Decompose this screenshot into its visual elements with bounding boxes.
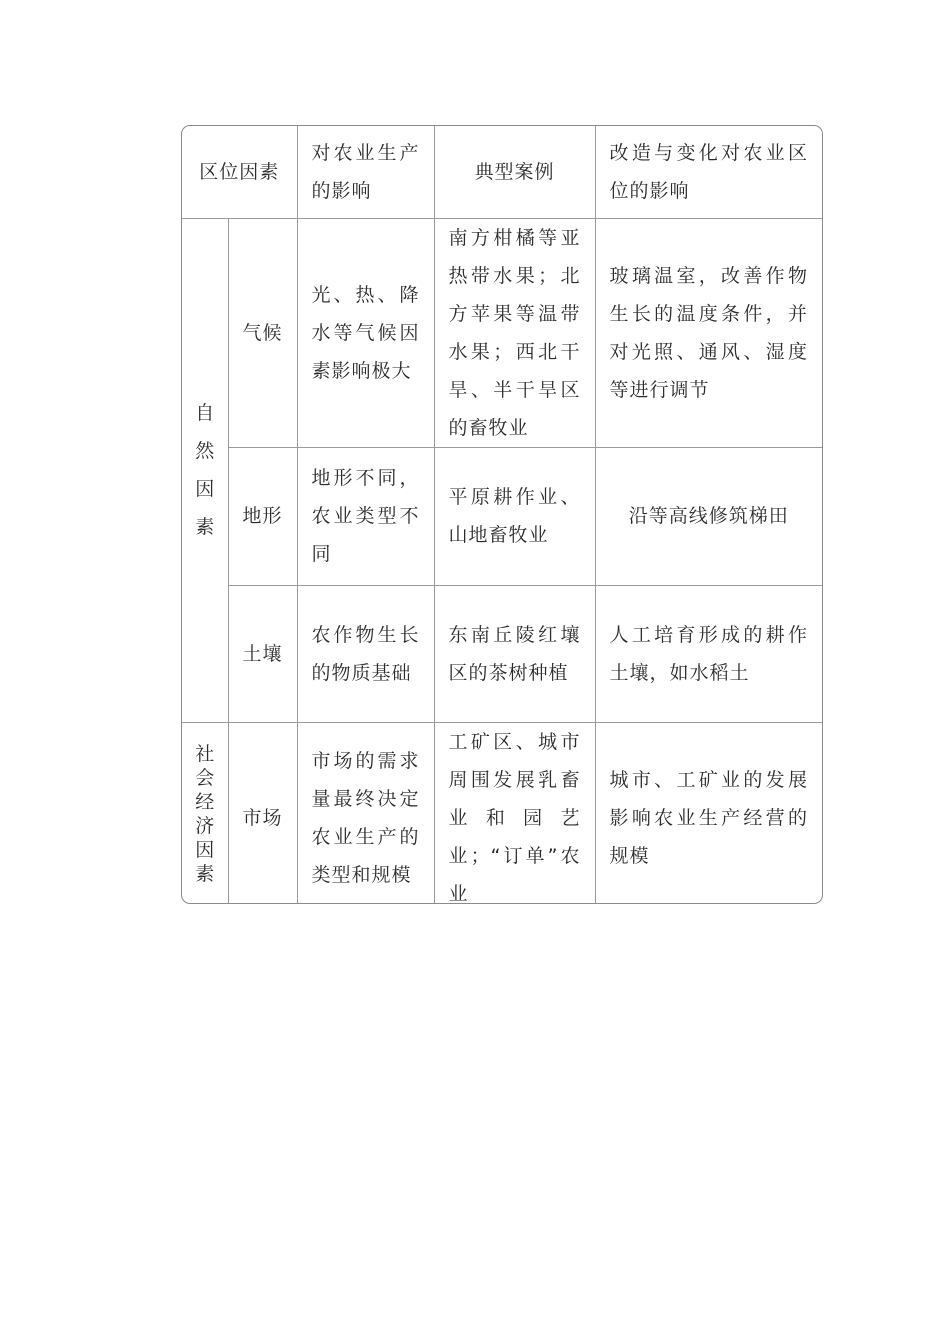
row-impact: 市场的需求量最终决定农业生产的类型和规模	[297, 722, 434, 904]
header-factor: 区位因素	[182, 126, 297, 218]
row-reform: 沿等高线修筑梯田	[595, 447, 822, 585]
row-reform: 人工培育形成的耕作土壤，如水稻土	[595, 585, 822, 722]
row-case: 平原耕作业、山地畜牧业	[434, 447, 595, 585]
row-factor: 土壤	[228, 585, 297, 722]
table-row	[182, 218, 822, 447]
row-impact: 地形不同，农业类型不同	[297, 447, 434, 585]
header-reform: 改造与变化对农业区位的影响	[595, 126, 822, 218]
factor-table	[181, 125, 823, 904]
table-row	[182, 585, 822, 722]
row-case: 工矿区、城市周围发展乳畜业和园艺业；“订单”农业	[434, 722, 595, 904]
row-factor: 地形	[228, 447, 297, 585]
row-reform: 城市、工矿业的发展影响农业生产经营的规模	[595, 722, 822, 904]
header-row	[182, 126, 822, 218]
row-factor: 气候	[228, 218, 297, 447]
header-case: 典型案例	[434, 126, 595, 218]
row-impact: 光、热、降水等气候因素影响极大	[297, 218, 434, 447]
table-row	[182, 447, 822, 585]
row-case: 东南丘陵红壤区的茶树种植	[434, 585, 595, 722]
table-row	[182, 722, 822, 904]
row-impact: 农作物生长的物质基础	[297, 585, 434, 722]
row-case: 南方柑橘等亚热带水果；北方苹果等温带水果；西北干旱、半干旱区的畜牧业	[434, 218, 595, 447]
group-natural: 自然因素	[182, 218, 228, 722]
group-social: 社会经济因素	[182, 722, 228, 904]
row-reform: 玻璃温室，改善作物生长的温度条件，并对光照、通风、湿度等进行调节	[595, 218, 822, 447]
row-factor: 市场	[228, 722, 297, 904]
header-impact: 对农业生产的影响	[297, 126, 434, 218]
location-factor-table	[182, 126, 822, 904]
